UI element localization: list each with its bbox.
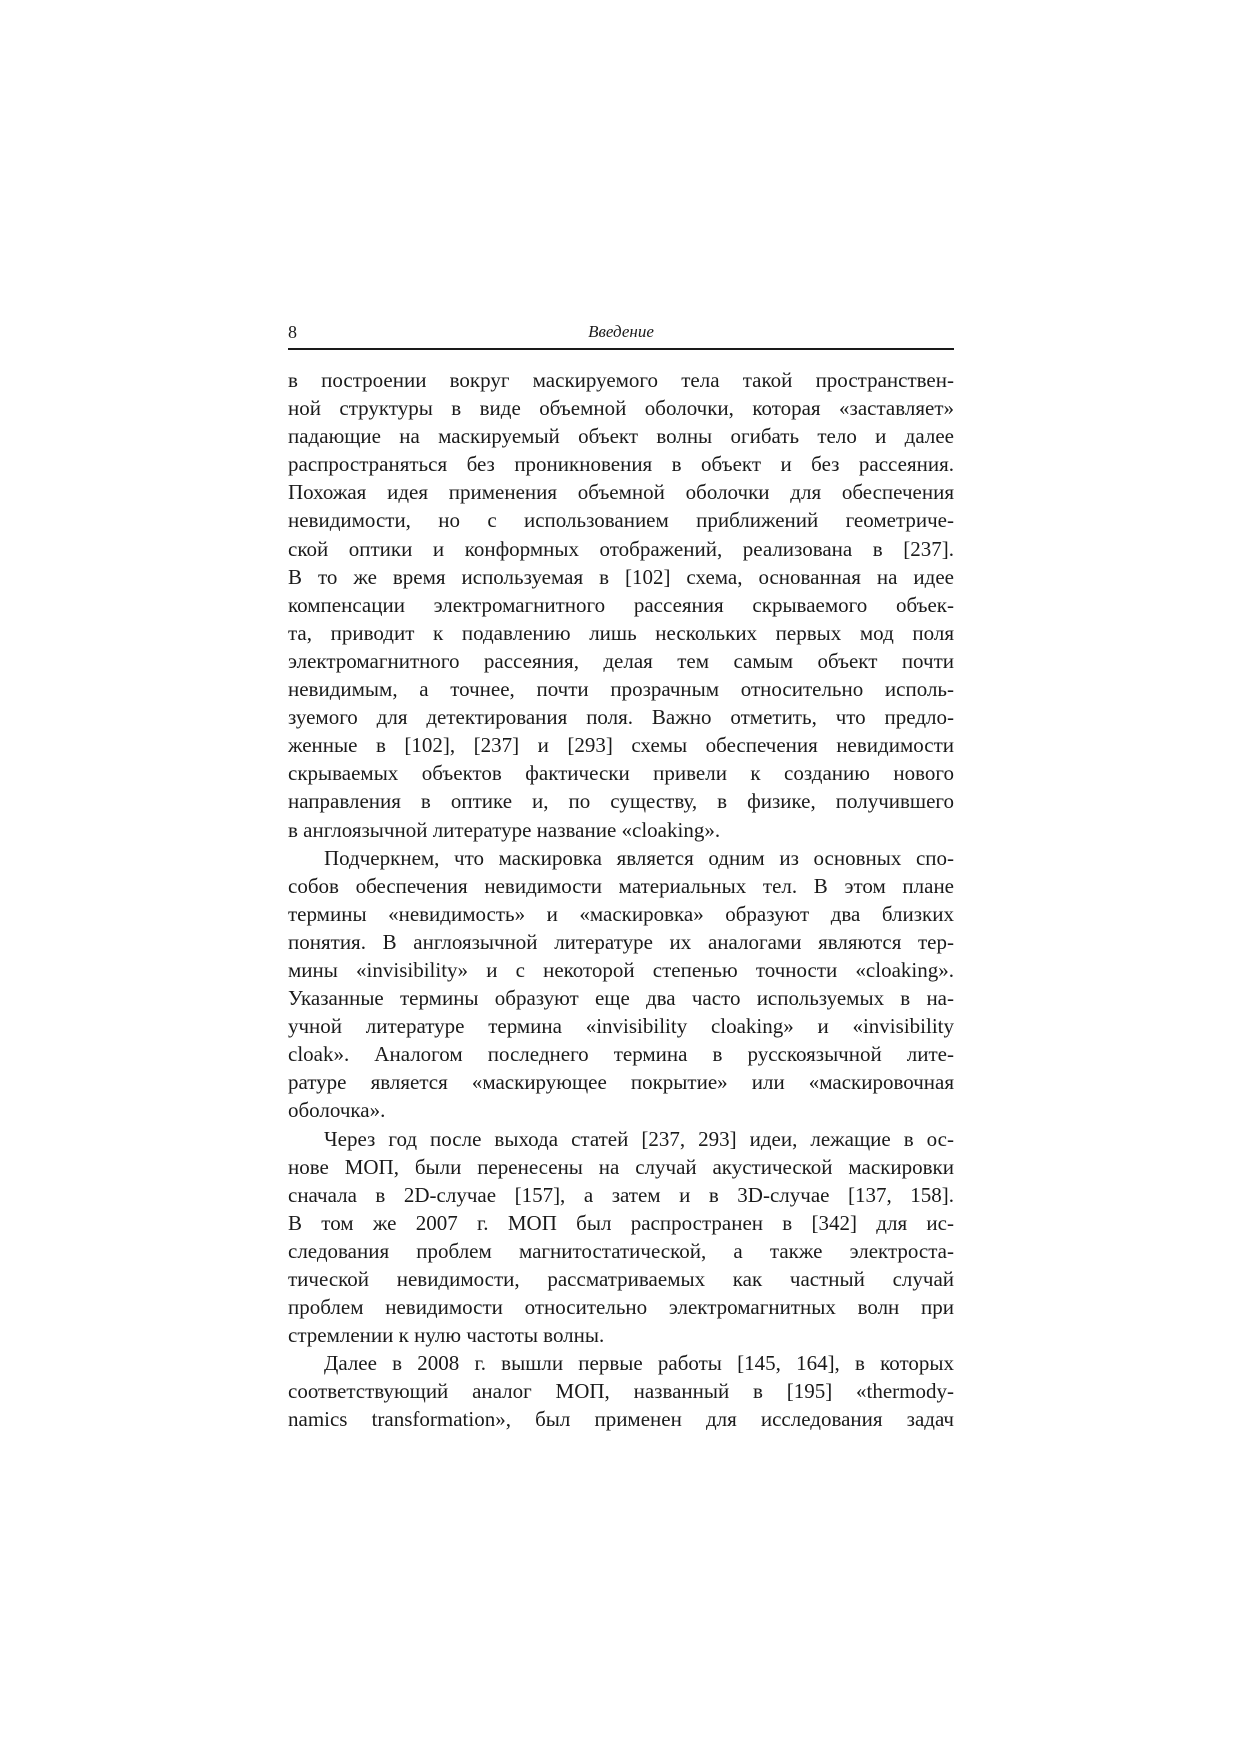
page-number: 8 [288,322,297,342]
text-line: стремлении к нулю частоты волны. [288,1323,605,1348]
text-line: сначала в 2D-случае [157], а затем и в 3D-случае [137, 158]. [288,1182,954,1207]
text-line: в англоязычной литературе название «cloaking». [288,817,721,842]
text-line: скрываемых объектов фактически привели к созданию нового [288,761,954,786]
text-line: В то же время используемая в [102] схема, основанная на идее [288,564,954,589]
body-text [288,366,954,1434]
text-line: собов обеспечения невидимости материальных тел. В этом плане [288,873,954,898]
text-line: Похожая идея применения объемной оболочки для обеспечения [288,480,954,505]
text-line: оболочка». [288,1098,386,1123]
paragraph [288,1349,954,1433]
paragraph [288,844,954,1125]
text-line: понятия. В англоязычной литературе их аналогами являются тер- [288,929,954,954]
text-line: учной литературе термина «invisibility cloaking» и «invisibility [288,1014,954,1039]
text-line: Далее в 2008 г. вышли первые работы [145, 164], в которых [324,1351,954,1376]
paragraph [288,1125,954,1350]
text-line: проблем невидимости относительно электромагнитных волн при [288,1295,954,1320]
text-line: cloak». Аналогом последнего термина в русскоязычной лите- [288,1042,954,1067]
text-line: тической невидимости, рассматриваемых как частный случай [288,1267,954,1291]
text-line: мины «invisibility» и с некоторой степенью точности «cloaking». [288,957,954,982]
text-line: В том же 2007 г. МОП был распространен в [342] для ис- [288,1210,954,1235]
paragraph-container [288,366,954,1434]
page-header [288,318,954,350]
text-line: ской оптики и конформных отображений, реализована в [237]. [288,536,954,561]
text-line: Через год после выхода статей [237, 293] идеи, лежащие в ос- [324,1126,954,1151]
paragraph [288,366,954,844]
running-title: Введение [588,322,654,341]
text-line: ратуре является «маскирующее покрытие» или «маскировочная [288,1070,954,1095]
text-line: Указанные термины образуют еще два часто используемых в на- [288,986,954,1011]
text-line: следования проблем магнитостатической, а также электроста- [288,1238,954,1263]
text-line: падающие на маскируемый объект волны огибать тело и далее [288,424,954,449]
text-line: нове МОП, были перенесены на случай акустической маскировки [288,1154,954,1179]
text-line: невидимым, а точнее, почти прозрачным относительно исполь- [288,677,954,702]
text-line: зуемого для детектирования поля. Важно отметить, что предло- [288,705,954,730]
text-line: компенсации электромагнитного рассеяния скрываемого объек- [288,592,954,617]
text-line: namics transformation», был применен для исследования задач [288,1407,954,1432]
text-line: направления в оптике и, по существу, в физике, получившего [288,789,954,814]
text-line: термины «невидимость» и «маскировка» образуют два близких [288,901,954,926]
text-line: соответствующий аналог МОП, названный в [195] «thermody- [288,1379,954,1404]
text-line: Подчеркнем, что маскировка является одним из основных спо- [324,845,954,870]
text-line: невидимости, но с использованием приближений геометриче- [288,508,954,533]
text-line: электромагнитного рассеяния, делая тем самым объект почти [288,648,954,673]
text-line: распространяться без проникновения в объект и без рассеяния. [288,452,954,477]
text-line: в построении вокруг маскируемого тела такой пространствен- [288,368,954,392]
text-line: та, приводит к подавлению лишь нескольких первых мод поля [288,620,954,645]
text-line: женные в [102], [237] и [293] схемы обеспечения невидимости [288,733,954,758]
text-line: ной структуры в виде объемной оболочки, которая «заставляет» [288,396,954,421]
